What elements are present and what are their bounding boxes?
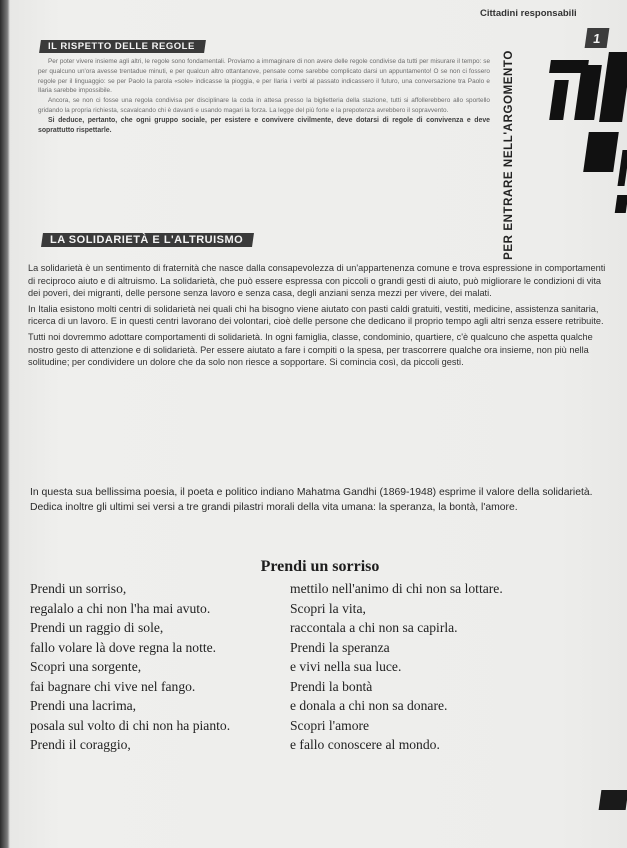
section-solidarity-body — [28, 262, 608, 372]
poem-verse: e donala a chi non sa donare. — [290, 698, 448, 713]
poem-verse: e fallo conoscere al mondo. — [290, 737, 440, 752]
poem-introduction: In questa sua bellissima poesia, il poeta e politico indiano Mahatma Gandhi (1869-1948) esprime il valore della solidarietà. Dedica inoltre gli ultimi sei versi a tre grandi pilastri morali della vita umana: la speranza, la bontà, l'amore. — [30, 487, 593, 513]
decorative-tab-graphics — [538, 40, 627, 220]
poem-verse: Scopri l'amore — [290, 717, 370, 733]
poem-row — [30, 735, 610, 755]
poem-row — [30, 677, 610, 697]
poem-verse: Scopri la vita, — [290, 600, 366, 616]
paragraph: Ancora, se non ci fosse una regola condivisa per disciplinare la coda in attesa presso la biglietteria della stazione, tutti si affollerebbero allo sportello gridando la propria richiesta, scavalcando chi è davanti e usando magari la forza. La legge del più forte e la prepotenza avrebbero il sopravvento. — [38, 97, 490, 114]
poem-row — [30, 657, 610, 677]
page-number: 1 — [592, 30, 602, 46]
paragraph: In Italia esistono molti centri di solidarietà nei quali chi ha bisogno viene aiutato con pasti caldi gratuiti, vestiti, medicine, assistenza sanitaria, ricerca di un lavoro. E in questi centri lavorano dei volontari, cioè delle persone che dedicano il proprio tempo agli altri senza essere retribuite. — [28, 303, 604, 327]
section-rules-body — [38, 57, 490, 136]
poem-verse: Scopri una sorgente, — [30, 659, 142, 674]
paragraph: La solidarietà è un sentimento di fraternità che nasce dalla consapevolezza di un'appartenenza comune e trova espressione in comportamenti di reciproco aiuto e di altruismo. La solidarietà, che può essere espressa con piccoli o grandi gesti di aiuto, può migliorare le condizioni di vita dei poveri, dei migranti, delle persone senza lavoro e senza casa, degli anziani senza mezzi per vivere, dei malati. — [28, 263, 606, 299]
paragraph: Per poter vivere insieme agli altri, le regole sono fondamentali. Proviamo a immaginare di non avere delle regole condivise da tutti per misurare il tempo: se per qualcuno un'ora avesse trentadue minuti, e per qualcun altro ottantanove, pensate come sarebbe complicato darsi un appuntamento! O se non ci fossero regole per il linguaggio: se per Paolo la parola «sole» indicasse la pioggia, e per Ilaria i verbi al passato indicassero il futuro, una conversazione tra Paolo e Ilaria sarebbe impossibile. — [38, 58, 490, 95]
poem-verse: Prendi la bontà — [290, 678, 373, 694]
book-title: Cittadini responsabili — [480, 8, 577, 19]
poem-verse: fai bagnare chi vive nel fango. — [30, 678, 196, 694]
poem-row — [30, 638, 610, 658]
poem-verse: e vivi nella sua luce. — [290, 659, 402, 674]
section-title-solidarity: LA SOLIDARIETÀ E L'ALTRUISMO — [41, 233, 254, 247]
paragraph: Tutti noi dovremmo adottare comportamenti di solidarietà. In ogni famiglia, classe, condominio, quartiere, c'è qualcuno che aspetta qualche nostro gesto di attenzione e di solidarietà. Per essere aiutato a fare i compiti o la spesa, per trascorrere qualche ora insieme, non più nella solitudine; per condividere un dolore che da solo non riesce a sopportare. Si comincia così, da piccoli gesti. — [28, 331, 593, 368]
poem-verse: Prendi il coraggio, — [30, 737, 131, 752]
page-gutter-shadow — [0, 0, 10, 848]
poem-row — [30, 599, 610, 619]
decorative-corner-block — [599, 790, 627, 810]
poem-row — [30, 716, 610, 736]
poem-row — [30, 696, 610, 716]
poem-verse: regalalo a chi non l'ha mai avuto. — [30, 600, 211, 616]
poem-verse: Prendi una lacrima, — [30, 698, 137, 713]
poem-verse: fallo volare là dove regna la notte. — [30, 639, 217, 655]
poem-verse: mettilo nell'animo di chi non sa lottare. — [290, 581, 503, 596]
poem-verse: posala sul volto di chi non ha pianto. — [30, 717, 231, 733]
poem-title: Prendi un sorriso — [260, 558, 380, 575]
poem-verse: raccontala a chi non sa capirla. — [290, 620, 458, 635]
vertical-section-label: PER ENTRARE NELL'ARGOMENTO — [503, 50, 515, 260]
poem-row — [30, 618, 610, 638]
poem-verse: Prendi un sorriso, — [30, 581, 127, 596]
section-title-rules: IL RISPETTO DELLE REGOLE — [39, 40, 206, 53]
poem-row — [30, 579, 610, 599]
thesis-paragraph: Si deduce, pertanto, che ogni gruppo sociale, per esistere e convivere civilmente, deve dotarsi di regole di convivenza e deve soprattutto rispettarle. — [38, 116, 490, 134]
poem-verse: Prendi la speranza — [290, 639, 390, 655]
poem — [30, 558, 610, 755]
poem-verse: Prendi un raggio di sole, — [30, 620, 164, 635]
